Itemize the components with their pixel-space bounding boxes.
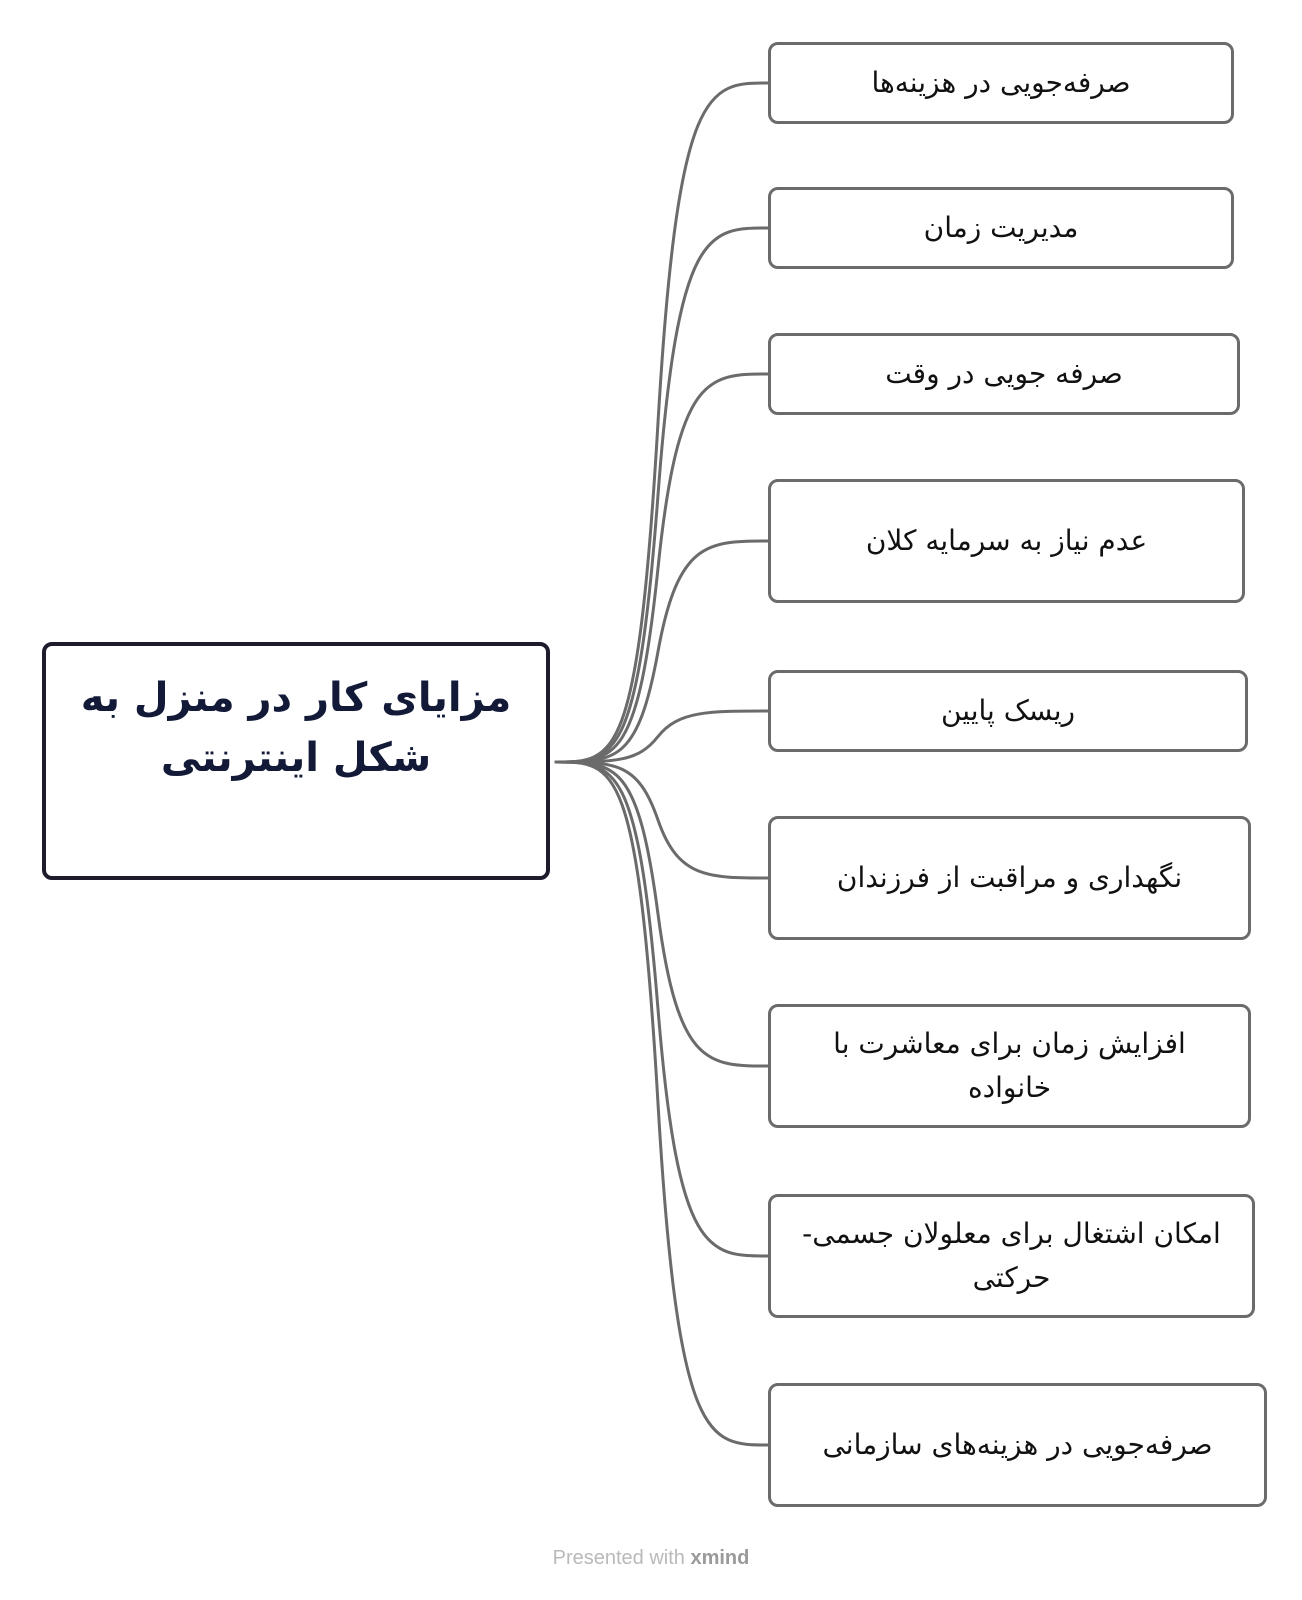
branch-label: نگهداری و مراقبت از فرزندان (836, 861, 1183, 894)
branch-label: صرفه جویی در وقت (885, 357, 1123, 390)
connector-1 (556, 228, 768, 762)
branch-node-childcare[interactable] (768, 816, 1251, 940)
branch-node-no-big-capital[interactable] (768, 479, 1245, 603)
branch-label: صرفه‌جویی در هزینه‌ها (871, 66, 1131, 99)
branch-label: افزایش زمان برای معاشرت با خانواده (833, 1027, 1186, 1104)
branch-node-family-time[interactable] (768, 1004, 1251, 1128)
branch-node-time-saving[interactable] (768, 333, 1240, 415)
branch-node-cost-saving[interactable] (768, 42, 1234, 124)
connector-3 (556, 541, 768, 762)
branch-node-time-management[interactable] (768, 187, 1234, 269)
branch-label: ریسک پایین (940, 694, 1076, 727)
central-topic-node[interactable] (42, 642, 550, 880)
branch-node-disabled-employment[interactable] (768, 1194, 1255, 1318)
branch-label: مدیریت زمان (923, 211, 1079, 244)
connector-0 (556, 83, 768, 762)
branch-label: امکان اشتغال برای معلولان جسمی-حرکتی (802, 1217, 1221, 1294)
connector-6 (556, 762, 768, 1066)
branch-label: عدم نیاز به سرمایه کلان (865, 524, 1148, 557)
footer-attribution (0, 1547, 1302, 1570)
branch-label: صرفه‌جویی در هزینه‌های سازمانی (822, 1428, 1213, 1461)
footer-text: Presented with (552, 1547, 685, 1569)
branch-node-low-risk[interactable] (768, 670, 1248, 752)
connector-5 (556, 762, 768, 878)
footer-brand: xmind (690, 1547, 750, 1569)
branch-node-organizational-cost-saving[interactable] (768, 1383, 1267, 1507)
central-topic-title: مزایای کار در منزل به شکل اینترنتی (80, 675, 512, 781)
connector-4 (556, 711, 768, 762)
connector-8 (556, 762, 768, 1445)
